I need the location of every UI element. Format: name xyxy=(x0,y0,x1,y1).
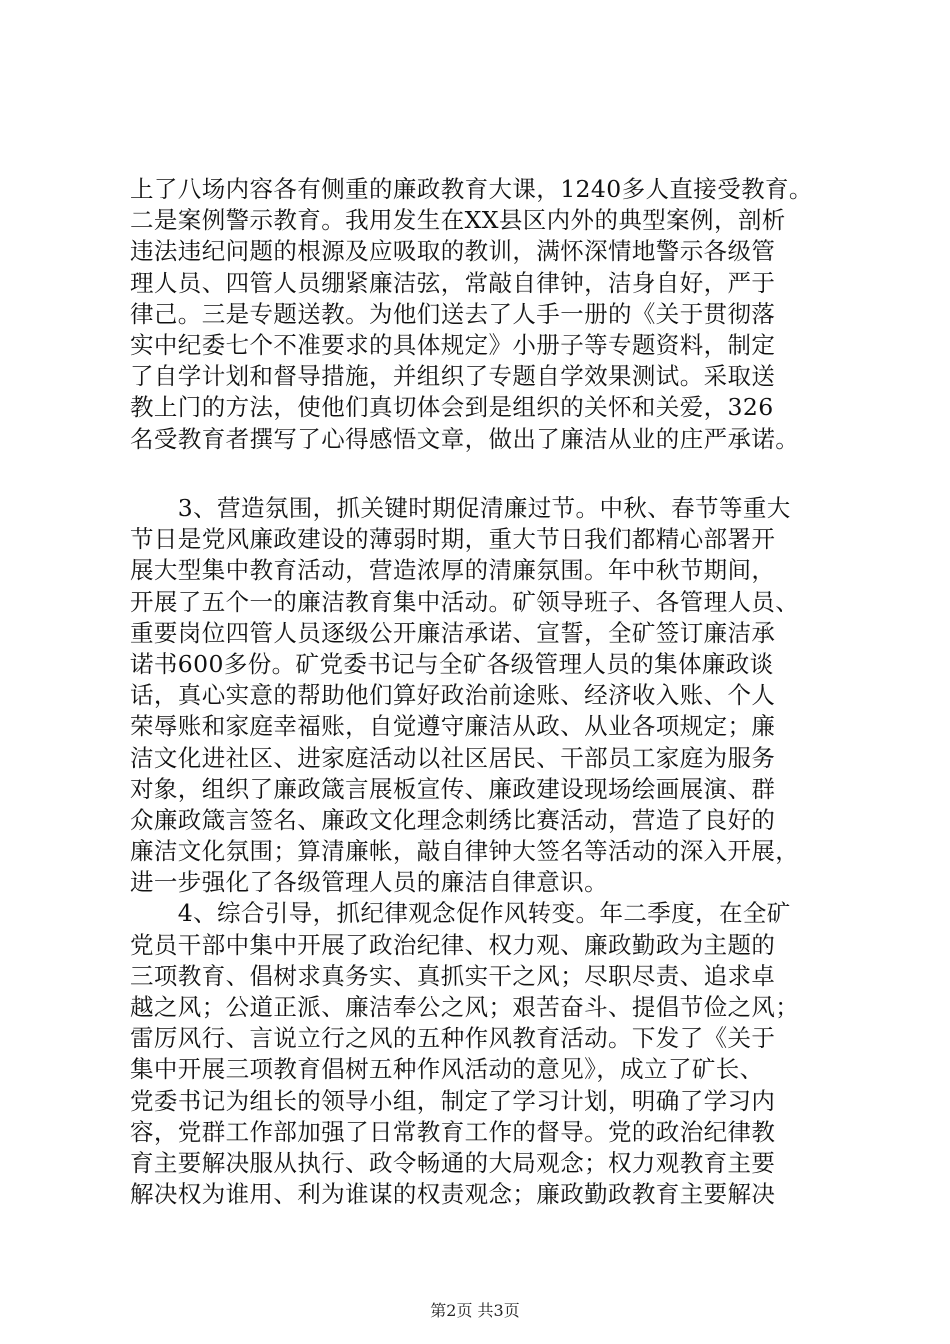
text-line: 违法违纪问题的根源及应吸取的教训，满怀深情地警示各级管 xyxy=(130,237,776,266)
text-line: 重要岗位四管人员逐级公开廉洁承诺、宣誓，全矿签订廉洁承 xyxy=(130,618,776,647)
text-line: 容，党群工作部加强了日常教育工作的督导。党的政治纪律教 xyxy=(130,1117,776,1146)
text-line: 二是案例警示教育。我用发生在XX县区内外的典型案例，剖析 xyxy=(130,206,786,235)
text-line: 诺书600多份。矿党委书记与全矿各级管理人员的集体廉政谈 xyxy=(130,649,774,678)
text-line: 律己。三是专题送教。为他们送去了人手一册的《关于贯彻落 xyxy=(130,299,776,328)
paragraph-block-2 xyxy=(130,493,830,1210)
text-line: 3、营造氛围，抓关键时期促清廉过节。中秋、春节等重大 xyxy=(130,494,791,522)
text-line: 雷厉风行、言说立行之风的五种作风教育活动。下发了《关于 xyxy=(130,1024,776,1053)
text-line: 越之风；公道正派、廉洁奉公之风；艰苦奋斗、提倡节俭之风； xyxy=(130,993,800,1021)
text-line: 进一步强化了各级管理人员的廉洁自律意识。 xyxy=(130,868,608,897)
paragraph-block-1 xyxy=(130,174,830,455)
text-line: 实中纪委七个不准要求的具体规定》小册子等专题资料，制定 xyxy=(130,330,776,359)
text-line: 党员干部中集中开展了政治纪律、权力观、廉政勤政为主题的 xyxy=(130,930,776,959)
text-line: 洁文化进社区、进家庭活动以社区居民、干部员工家庭为服务 xyxy=(130,743,776,772)
text-line: 集中开展三项教育倡树五种作风活动的意见》，成立了矿长、 xyxy=(130,1055,764,1084)
text-line: 廉洁文化氛围；算清廉帐，敲自律钟大签名等活动的深入开展， xyxy=(130,837,800,866)
text-line: 话，真心实意的帮助他们算好政治前途账、经济收入账、个人 xyxy=(130,681,776,710)
text-line: 众廉政箴言签名、廉政文化理念刺绣比赛活动，营造了良好的 xyxy=(130,805,776,834)
text-line: 荣辱账和家庭幸福账，自觉遵守廉洁从政、从业各项规定；廉 xyxy=(130,712,776,741)
text-line: 名受教育者撰写了心得感悟文章，做出了廉洁从业的庄严承诺。 xyxy=(130,424,800,453)
text-line: 理人员、四管人员绷紧廉洁弦，常敲自律钟，洁身自好，严于 xyxy=(130,268,776,297)
text-line: 教上门的方法，使他们真切体会到是组织的关怀和关爱，326 xyxy=(130,393,774,422)
text-line: 4、综合引导，抓纪律观念促作风转变。年二季度，在全矿 xyxy=(130,899,791,928)
text-line: 上了八场内容各有侧重的廉政教育大课，1240多人直接受教育。 xyxy=(130,175,813,203)
text-line: 党委书记为组长的领导小组，制定了学习计划，明确了学习内 xyxy=(130,1086,776,1115)
text-line: 节日是党风廉政建设的薄弱时期，重大节日我们都精心部署开 xyxy=(130,525,776,554)
text-line: 育主要解决服从执行、政令畅通的大局观念；权力观教育主要 xyxy=(130,1148,776,1177)
text-line: 了自学计划和督导措施，并组织了专题自学效果测试。采取送 xyxy=(130,362,776,391)
text-line: 对象，组织了廉政箴言展板宣传、廉政建设现场绘画展演、群 xyxy=(130,774,776,803)
page-footer: 第2页 共3页 xyxy=(430,1301,520,1320)
text-line: 展大型集中教育活动，营造浓厚的清廉氛围。年中秋节期间， xyxy=(130,556,776,585)
text-line: 三项教育、倡树求真务实、真抓实干之风；尽职尽责、追求卓 xyxy=(130,961,776,990)
text-line: 开展了五个一的廉洁教育集中活动。矿领导班子、各管理人员、 xyxy=(130,587,800,616)
text-line: 解决权为谁用、利为谁谋的权责观念；廉政勤政教育主要解决 xyxy=(130,1180,776,1209)
